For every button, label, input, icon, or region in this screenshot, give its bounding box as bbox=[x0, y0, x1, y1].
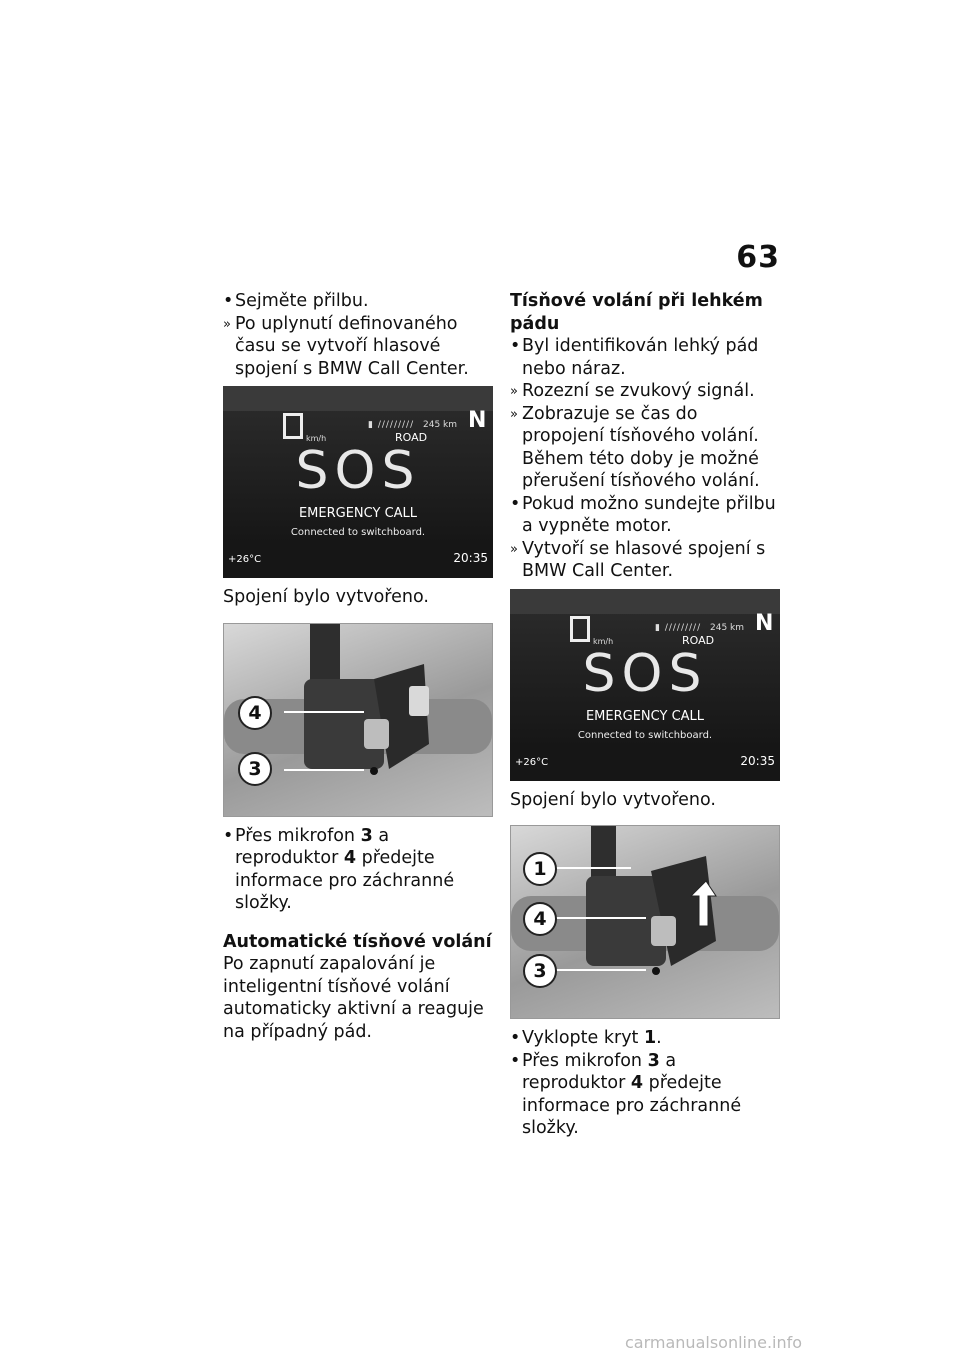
footer-watermark: carmanualsonline.info bbox=[625, 1333, 803, 1352]
bullet-icon: • bbox=[510, 336, 521, 356]
bullet-icon: • bbox=[223, 825, 234, 846]
handlebar-switch-image bbox=[510, 825, 780, 1019]
bullet-icon: • bbox=[510, 1028, 521, 1048]
result-arrow-icon: » bbox=[510, 406, 518, 422]
result-item: » Po uplynutí definovaného času se vytvoří hlasové spojení s BMW Call Center. bbox=[223, 313, 469, 379]
section-heading: Automatické tísňové volání bbox=[223, 931, 492, 952]
speed-digit bbox=[570, 616, 590, 642]
callout-4: 4 bbox=[238, 696, 272, 730]
result-item: » Rozezní se zvukový signál. bbox=[510, 380, 780, 403]
result-item: » Vytvoří se hlasové spojení s BMW Call Center. bbox=[510, 538, 766, 581]
bullet-item: • Přes mikrofon 3 a reproduktor 4 předejte informace pro záchranné složky. bbox=[510, 1050, 742, 1138]
result-arrow-icon: » bbox=[510, 541, 518, 557]
callout-1: 1 bbox=[523, 852, 557, 886]
image-caption: Spojení bylo vytvořeno. bbox=[223, 587, 429, 607]
handlebar-switch-image bbox=[223, 623, 493, 817]
bullet-icon: • bbox=[223, 291, 234, 311]
bullet-item: • Byl identifikován lehký pád nebo náraz. bbox=[510, 336, 759, 379]
result-arrow-icon: » bbox=[223, 316, 231, 332]
result-arrow-icon: » bbox=[510, 384, 518, 399]
callout-4: 4 bbox=[523, 902, 557, 936]
bullet-item: • Sejměte přilbu. bbox=[223, 291, 369, 311]
left-column bbox=[223, 290, 493, 1043]
speed-digit bbox=[283, 413, 303, 439]
paragraph: Po zapnutí zapalování je inteligentní tísňové volání automaticky aktivní a reaguje na případný pád. bbox=[223, 954, 484, 1042]
dashboard-sos-image: km/h ▮ ///////// 245 km ROAD N SOS EMERGENCY CALL Connected to switchboard. +26°C 20:35 bbox=[510, 589, 780, 781]
bullet-item: • Přes mikrofon 3 a reproduktor 4 předejte informace pro záchranné složky. bbox=[223, 825, 455, 913]
callout-3: 3 bbox=[523, 954, 557, 988]
page-number: 63 bbox=[736, 240, 780, 275]
right-column bbox=[510, 290, 780, 1140]
callout-3: 3 bbox=[238, 752, 272, 786]
bullet-item: • Pokud možno sundejte přilbu a vypněte motor. bbox=[510, 493, 776, 536]
dashboard-sos-image: km/h ▮ ///////// 245 km ROAD N SOS EMERGENCY CALL Connected to switchboard. +26°C 20:35 bbox=[223, 386, 493, 578]
result-item: » Zobrazuje se čas do propojení tísňového volání. Během této doby je možné přerušení tísňového volání. bbox=[510, 403, 760, 491]
bullet-icon: • bbox=[510, 493, 521, 514]
image-caption: Spojení bylo vytvořeno. bbox=[510, 789, 716, 810]
section-heading: Tísňové volání při lehkém pádu bbox=[510, 291, 763, 334]
bullet-item: • Vyklopte kryt 1. bbox=[510, 1028, 662, 1048]
bullet-icon: • bbox=[510, 1050, 521, 1071]
